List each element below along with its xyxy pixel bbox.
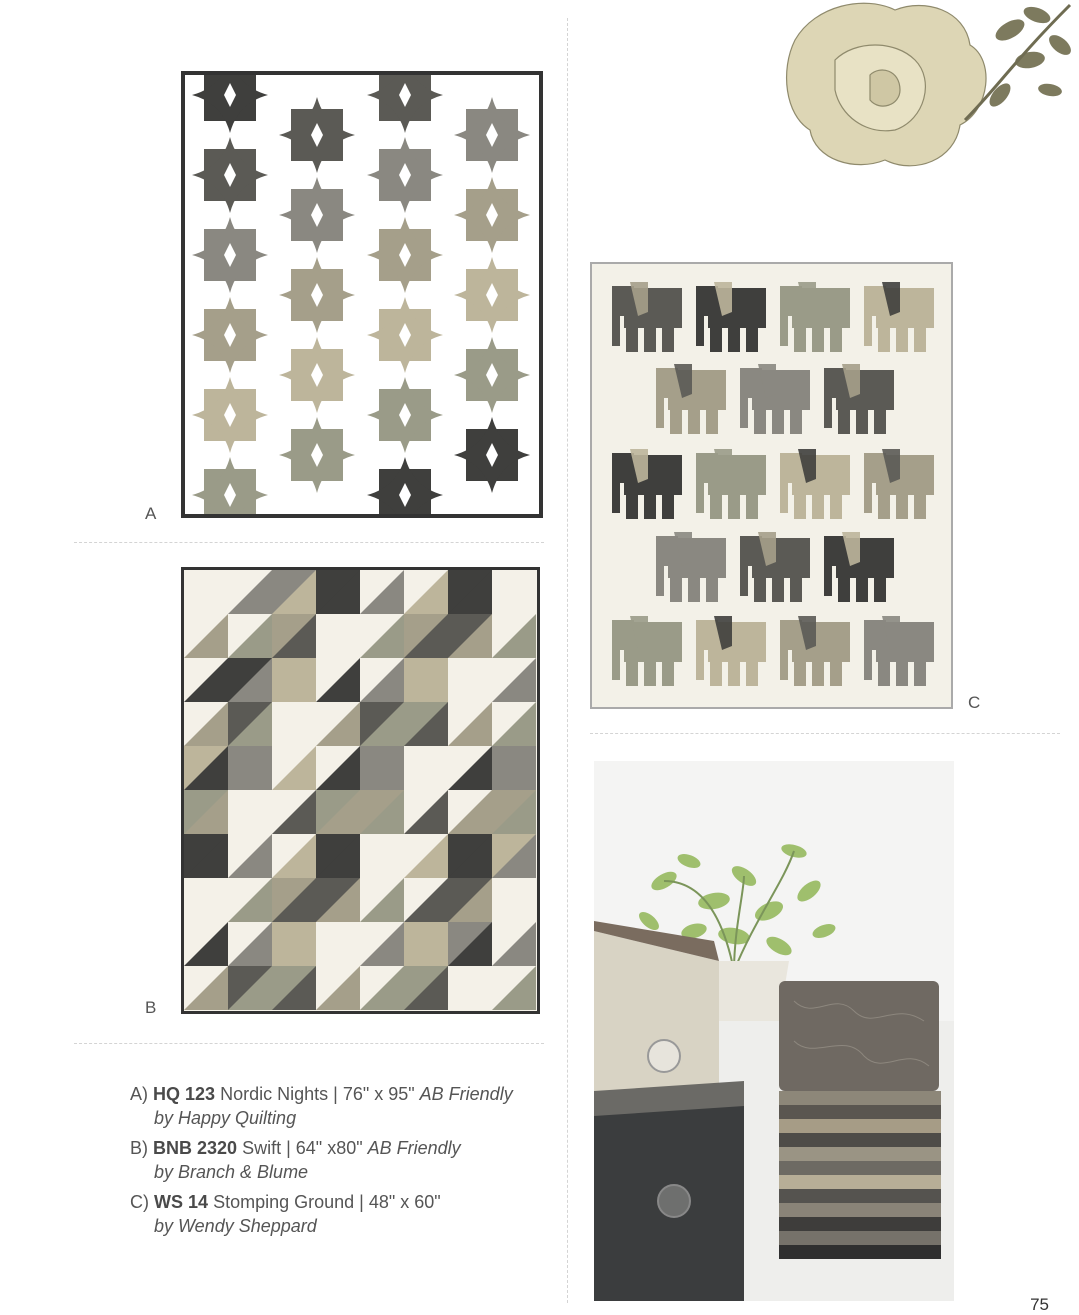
caption-name: Nordic Nights xyxy=(220,1084,329,1104)
quilt-c-elephant xyxy=(656,532,726,602)
caption-b: B) BNB 2320 Swift | 64" x80" AB Friendly xyxy=(130,1138,461,1158)
quilt-c-elephant xyxy=(696,282,766,352)
floral-decoration xyxy=(775,0,1079,175)
quilt-b-square xyxy=(448,658,492,702)
caption-name: Swift xyxy=(242,1138,282,1158)
quilt-c-elephant xyxy=(740,364,810,434)
section-divider-b-captions xyxy=(74,1043,544,1044)
quilt-c-elephant xyxy=(696,616,766,686)
label-a: A xyxy=(145,504,157,523)
quilt-c-elephant xyxy=(740,532,810,602)
caption-a: A) HQ 123 Nordic Nights | 76" x 95" AB Friendly xyxy=(130,1084,513,1104)
quilt-a-nordic-nights xyxy=(181,71,543,518)
quilt-b-swift xyxy=(181,567,540,1014)
quilt-b-square xyxy=(316,614,360,658)
quilt-captions xyxy=(130,1082,560,1244)
label-c: C xyxy=(968,693,981,712)
caption-letter: B) xyxy=(130,1138,148,1158)
quilt-c-elephant xyxy=(864,282,934,352)
caption-designer: by Wendy Sheppard xyxy=(154,1216,317,1236)
caption-size: 76" x 95" xyxy=(342,1084,415,1104)
quilt-b-square xyxy=(404,746,448,790)
quilt-b-square xyxy=(360,834,404,878)
caption-name: Stomping Ground xyxy=(213,1192,355,1212)
section-divider-c-photo xyxy=(590,733,1060,734)
caption-c: C) WS 14 Stomping Ground | 48" x 60" xyxy=(130,1192,441,1212)
section-divider-ab xyxy=(74,542,544,543)
caption-letter: C) xyxy=(130,1192,149,1212)
quilt-b-square xyxy=(184,570,228,614)
quilt-c-elephant xyxy=(824,532,894,602)
quilt-b-square xyxy=(316,922,360,966)
caption-size: 48" x 60" xyxy=(368,1192,441,1212)
caption-designer: by Branch & Blume xyxy=(154,1162,309,1182)
quilt-c-elephant xyxy=(864,616,934,686)
quilt-c-elephant xyxy=(780,449,850,519)
quilt-c-elephant xyxy=(780,616,850,686)
quilt-b-square xyxy=(492,878,536,922)
caption-size: 64" x80" xyxy=(295,1138,363,1158)
quilt-b-square xyxy=(272,702,316,746)
quilt-c-stomping-ground xyxy=(590,262,953,709)
quilt-c-elephant xyxy=(612,282,682,352)
label-b: B xyxy=(145,998,157,1017)
column-divider xyxy=(567,18,568,1303)
quilt-c-elephant xyxy=(864,449,934,519)
quilt-c-elephant xyxy=(780,282,850,352)
quilt-c-elephant xyxy=(612,616,682,686)
quilt-c-elephant xyxy=(824,364,894,434)
fabric-stack-photo xyxy=(594,761,954,1301)
caption-code: HQ 123 xyxy=(153,1084,216,1104)
caption-designer: by Happy Quilting xyxy=(154,1108,297,1128)
caption-note: AB Friendly xyxy=(367,1138,461,1158)
caption-letter: A) xyxy=(130,1084,148,1104)
quilt-c-elephant xyxy=(612,449,682,519)
quilt-b-square xyxy=(492,570,536,614)
quilt-c-elephant xyxy=(656,364,726,434)
quilt-b-square xyxy=(184,878,228,922)
quilt-b-square xyxy=(448,966,492,1010)
caption-note: AB Friendly xyxy=(419,1084,513,1104)
quilt-b-square xyxy=(228,790,272,834)
caption-code: WS 14 xyxy=(154,1192,209,1212)
quilt-c-elephant xyxy=(696,449,766,519)
caption-code: BNB 2320 xyxy=(153,1138,238,1158)
page-number: 75 xyxy=(1030,1295,1049,1314)
